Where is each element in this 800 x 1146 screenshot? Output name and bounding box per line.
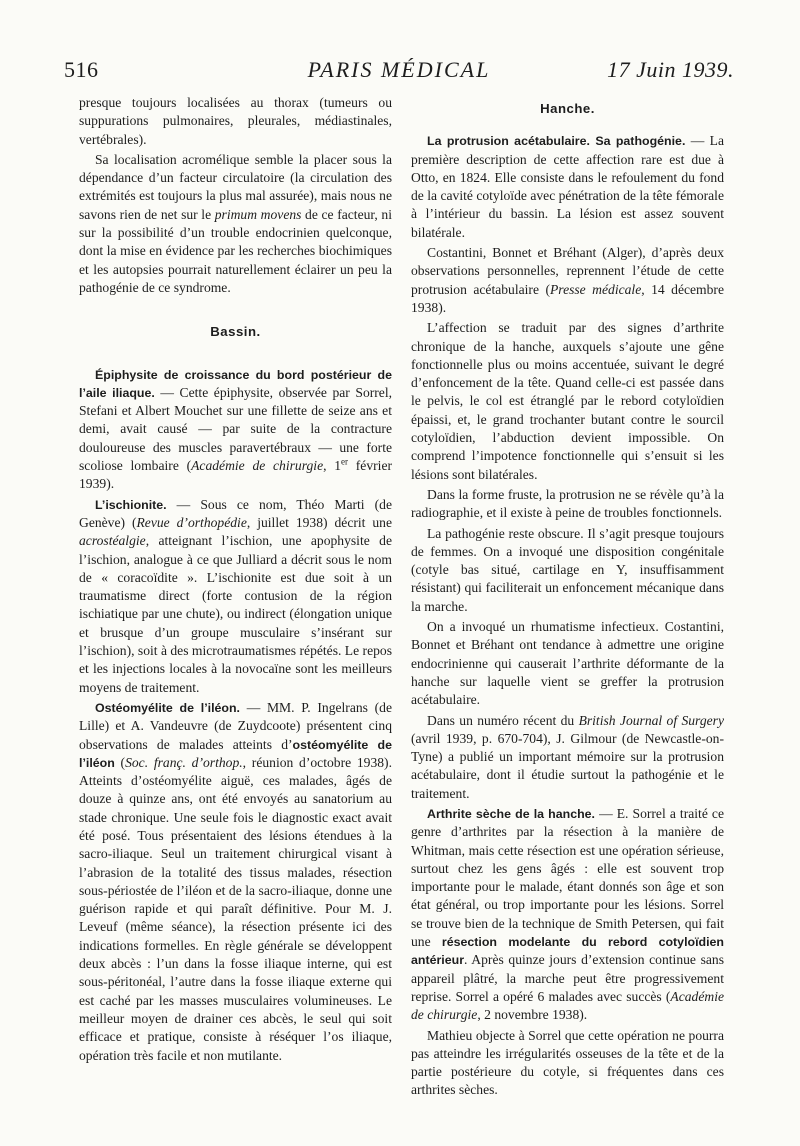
paragraph: Sa localisation acromélique semble la placer sous la dépendance d’un facteur circulatoire (la circulation des extrémités est toujours la plus mal assurée), mais nous ne savons rien de net sur le primum movens de ce facteur, ni sur la possibilité d’un trouble endocrinien quelconque, dont la mise en évidence par les recherches biochimiques et les autopsies pourrait naturellement éclairer un peu la pathogénie de ce syndrome. xyxy=(79,151,392,295)
page-number: 516 xyxy=(64,57,99,82)
paragraph: La pathogénie reste obscure. Il s’agit presque toujours de femmes. On a invoqué une disposition congénitale (cotyle bas situé, cartilage en Y, insuffisamment résistant) qui faciliterait un enfoncement mécanique dans la marche. xyxy=(411,525,724,614)
paragraph: La protrusion acétabulaire. Sa pathogénie. — La première description de cette affection rare est due à Otto, en 1824. Elle consiste dans le refoulement du fond de la cavité cotyloïde avec pénétration de la tête fémorale à l’intérieur du bassin. La lésion est assez souvent bilatérale. xyxy=(411,133,724,240)
issue-date: 17 Juin 1939. xyxy=(607,57,734,82)
run-in-title: Épiphysite de croissance du bord postérieur de l’aile iliaque. xyxy=(79,367,392,400)
page-header xyxy=(64,57,734,87)
run-in-title: La protrusion acétabulaire. Sa pathogénie. xyxy=(427,134,686,149)
paragraph: Dans un numéro récent du British Journal of Surgery (avril 1939, p. 670-704), J. Gilmour (de Newcastle-on-Tyne) a publié un important mémoire sur la protrusion acétabulaire, dont il étudie surtout la pathogénie et le traitement. xyxy=(411,712,724,801)
section-heading-bassin: Bassin. xyxy=(210,324,261,340)
paragraph: L’affection se traduit par des signes d’arthrite chronique de la hanche, auxquels s’ajoute une gêne fonctionnelle plus ou moins accentuée, suivant le degré d’enfoncement de la tête. Quand celle-ci est passée dans le pelvis, le col est étranglé par le rebord cotyloïdien épaissi, et, le grand trochanter butant contre le sourcil cotyloïdien, l’abduction devient impossible. On comprend l’impotence fonctionnelle qui s’ensuit si les lésions sont bilatérales. xyxy=(411,320,724,482)
journal-title: PARIS MÉDICAL xyxy=(307,57,491,82)
right-column xyxy=(411,94,724,1100)
run-in-title: Arthrite sèche de la hanche. xyxy=(427,806,595,821)
paragraph: Costantini, Bonnet et Bréhant (Alger), d’après deux observations personnelles, reprennent l’étude de cette protrusion acétabulaire (Presse médicale, 14 décembre 1938). xyxy=(411,245,724,315)
run-in-title: L’ischionite. xyxy=(95,497,167,512)
paragraph: presque toujours localisées au thorax (tumeurs ou suppurations pulmonaires, pleurales, médiastinales, vertébrales). xyxy=(79,95,392,147)
paragraph: L’ischionite. — Sous ce nom, Théo Marti (de Genève) (Revue d’orthopédie, juillet 1938) décrit une acrostéalgie, atteignant l’ischion, une apophysite de l’ischion, analogue à ce que Julliard a décrit sous le nom de « coracoïdite ». L’ischionite est due soit à un traumatisme direct (forte contusion de la région ischiatique par une chute), ou indirect (élongation unique et brusque d’un groupe musculaire s’insérant sur l’ischion), soit à des microtraumatismes répétés. Le repos et les injections locales à la novocaïne sont les meilleurs moyens de traitement. xyxy=(79,496,392,695)
paragraph: Dans la forme fruste, la protrusion ne se révèle qu’à la radiographie, et il existe à peine de troubles fonctionnels. xyxy=(411,486,724,521)
paragraph: Mathieu objecte à Sorrel que cette opération ne pourra pas atteindre les irrégularités osseuses de la tête et de la partie postérieure du cotyle, si fréquentes dans ces arthrites sèches. xyxy=(411,1027,724,1098)
section-heading-hanche: Hanche. xyxy=(540,101,595,116)
paragraph: Épiphysite de croissance du bord postérieur de l’aile iliaque. — Cette épiphysite, observée par Sorrel, Stefani et Albert Mouchet sur une fillette de seize ans et demi, avait causé — par suite de la contracture douloureuse des muscles paravertébraux — une forte scoliose lombaire (Académie de chirurgie, 1er février 1939). xyxy=(79,367,393,492)
paragraph: On a invoqué un rhumatisme infectieux. Costantini, Bonnet et Bréhant ont tendance à admettre une origine endocrinienne qui causerait l’arthrite déformante de la hanche sur laquelle vient se greffer la protrusion acétabulaire. xyxy=(411,619,724,708)
left-column xyxy=(79,94,392,1065)
run-in-title: Ostéomyélite de l’iléon. xyxy=(95,700,240,715)
paragraph: Arthrite sèche de la hanche. — E. Sorrel a traité ce genre d’arthrites par la résection à la manière de Whitman, mais cette résection est une opération sérieuse, surtout chez les gens âgés : elle est souvent trop importante pour le malade, étant donnés son âge et son état général, ou trop importante pour les lésions. Sorrel se trouve bien de la technique de Smith Petersen, qui fait une résection modelante du rebord cotyloïdien antérieur. Après quinze jours d’extension continue sans appareil plâtré, la marche peut être progressivement reprise. Sorrel a opéré 6 malades avec succès (Académie de chirurgie, 2 novembre 1938). xyxy=(411,805,725,1023)
paragraph: Ostéomyélite de l’iléon. — MM. P. Ingelrans (de Lille) et A. Vandeuvre (de Zuydcoote) présentent cinq observations de malades atteints d’ostéomyélite de l’iléon (Soc. franç. d’orthop., réunion d’octobre 1938). Atteints d’ostéomyélite aiguë, ces malades, âgés de douze à quinze ans, ont été envoyés au sanatorium au stade chronique. Une seule fois le diagnostic exact avait été posé. Tous présentaient des lésions étendues à la sacro-iliaque. Seul un traitement chirurgical visant à l’abrasion de la totalité des tissus malades, résection sous-périostée de l’iléon et de la sacro-iliaque, donne une guérison rapide et qui paraît définitive. Pour M. J. Leveuf (même séance), la résection présente ici des indications formelles. En règle générale se développent deux abcès : l’un dans la fosse iliaque interne, qui est sous-péritonéal, l’autre dans la fosse iliaque externe qui est caché par les masses musculaires volumineuses. Le meilleur moyen de drainer ces abcès, le seul qui soit efficace et pratique, consiste à réséquer l’os iliaque, opération très facile et non mutilante. xyxy=(79,699,393,1063)
